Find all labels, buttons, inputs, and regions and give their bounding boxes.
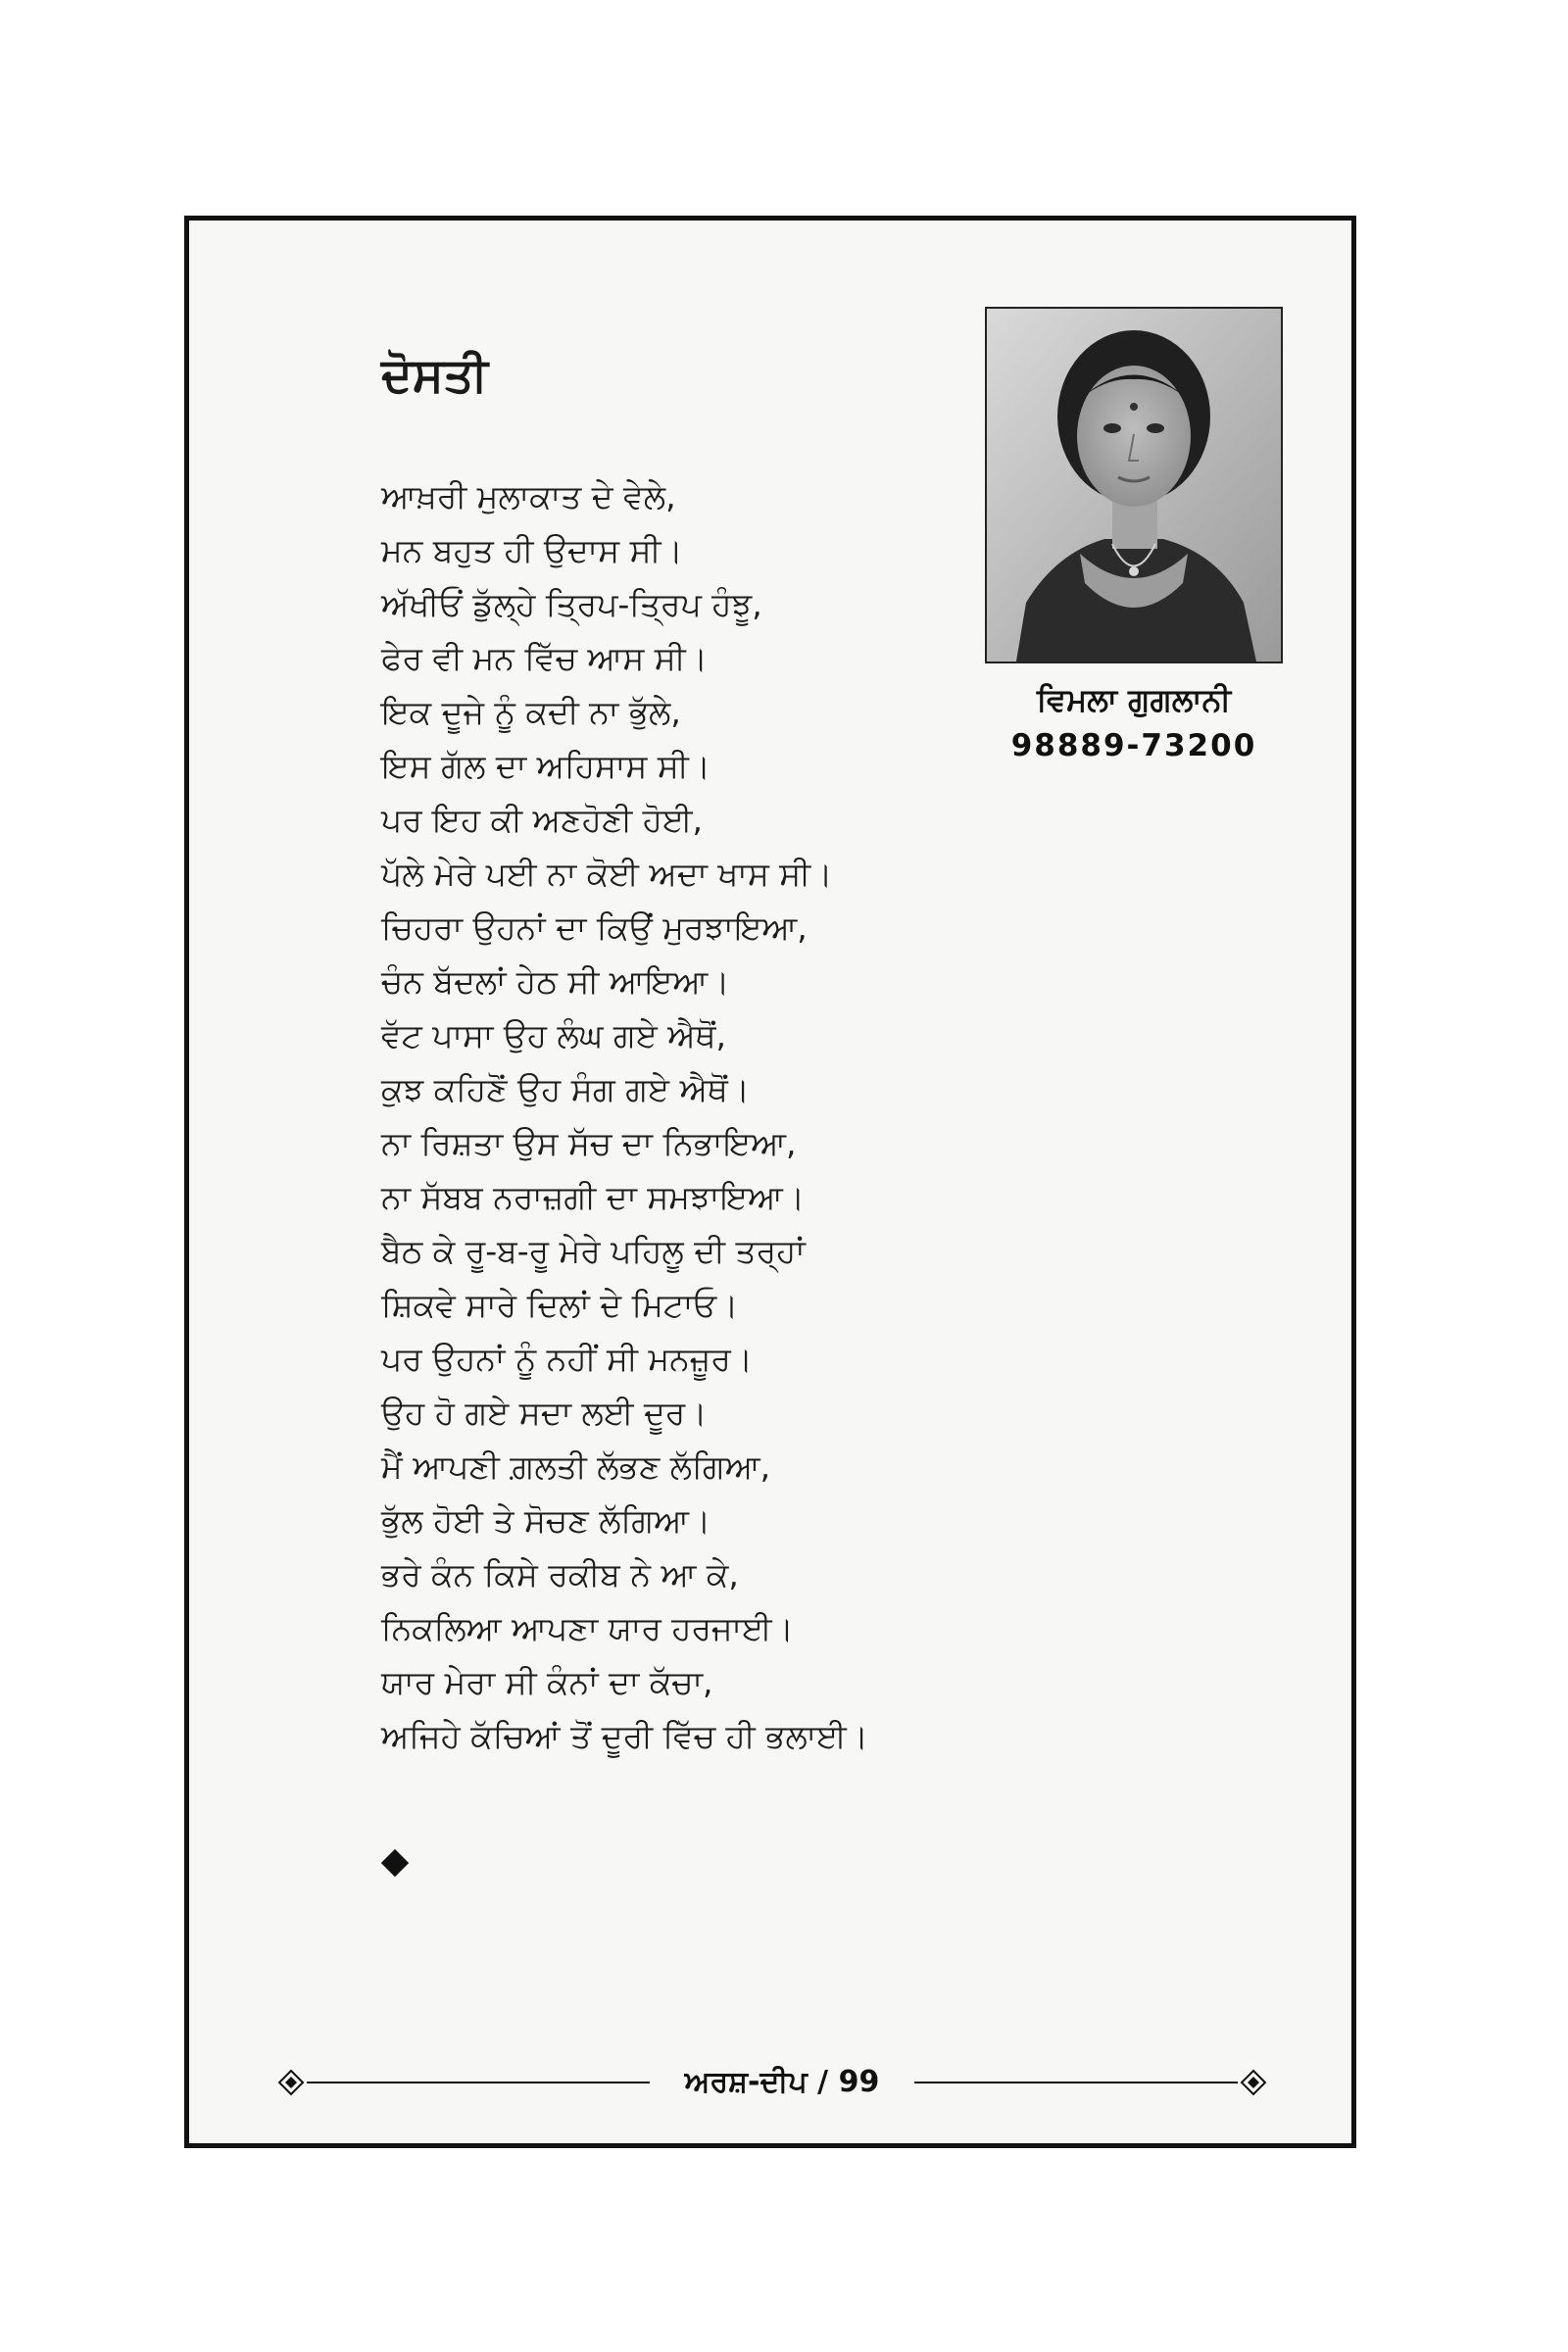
poem-title: ਦੋਸਤੀ bbox=[381, 348, 488, 403]
poem-line: ਪੱਲੇ ਮੇਰੇ ਪਈ ਨਾ ਕੋਈ ਅਦਾ ਖਾਸ ਸੀ। bbox=[381, 855, 833, 893]
poem-line: ਵੱਟ ਪਾਸਾ ਉਹ ਲੰਘ ਗਏ ਐਥੋਂ, bbox=[381, 1016, 726, 1054]
ornament-left-icon bbox=[277, 2069, 305, 2096]
poem-line: ਆਖ਼ਰੀ ਮੁਲਾਕਾਤ ਦੇ ਵੇਲੇ, bbox=[381, 477, 676, 515]
poem-body bbox=[381, 469, 1126, 1763]
footer-rule-right bbox=[914, 2082, 1238, 2083]
footer-separator: / bbox=[817, 2065, 829, 2099]
poem-line: ਅਜਿਹੇ ਕੱਚਿਆਂ ਤੋਂ ਦੂਰੀ ਵਿੱਚ ਹੀ ਭਲਾਈ। bbox=[381, 1717, 869, 1755]
poem-line: ਅੱਖੀਓਂ ਡੁੱਲ੍ਹੇ ਤ੍ਰਿਪ-ਤ੍ਰਿਪ ਹੰਝੂ, bbox=[381, 585, 762, 623]
poem-line: ਉਹ ਹੋ ਗਏ ਸਦਾ ਲਈ ਦੂਰ। bbox=[381, 1394, 708, 1432]
poem-line: ਇਕ ਦੂਜੇ ਨੂੰ ਕਦੀ ਨਾ ਭੁੱਲੇ, bbox=[381, 693, 681, 731]
poem-line: ਫੇਰ ਵੀ ਮਨ ਵਿੱਚ ਆਸ ਸੀ। bbox=[381, 639, 708, 677]
poem-line: ਭਰੇ ਕੰਨ ਕਿਸੇ ਰਕੀਬ ਨੇ ਆ ਕੇ, bbox=[381, 1555, 739, 1593]
poem-line: ਬੈਠ ਕੇ ਰੂ-ਬ-ਰੂ ਮੇਰੇ ਪਹਿਲੂ ਦੀ ਤਰ੍ਹਾਂ bbox=[381, 1232, 806, 1270]
book-page bbox=[184, 216, 1356, 2148]
poem-line: ਚਿਹਰਾ ਉਹਨਾਂ ਦਾ ਕਿਉਂ ਮੁਰਝਾਇਆ, bbox=[381, 908, 808, 947]
poem-line: ਕੁਝ ਕਹਿਣੋਂ ਉਹ ਸੰਗ ਗਏ ਐਥੋਂ। bbox=[381, 1070, 751, 1108]
poem-line: ਭੁੱਲ ਹੋਈ ਤੇ ਸੋਚਣ ਲੱਗਿਆ। bbox=[381, 1501, 711, 1540]
author-phone: 98889-73200 bbox=[1010, 728, 1257, 763]
poem-line: ਮੈਂ ਆਪਣੀ ਗ਼ਲਤੀ ਲੱਭਣ ਲੱਗਿਆ, bbox=[381, 1447, 771, 1486]
poem-line: ਨਾ ਰਿਸ਼ਤਾ ਉਸ ਸੱਚ ਦਾ ਨਿਭਾਇਆ, bbox=[381, 1124, 797, 1162]
poem-line: ਸ਼ਿਕਵੇ ਸਾਰੇ ਦਿਲਾਂ ਦੇ ਮਿਟਾਓ। bbox=[381, 1286, 739, 1324]
poem-line: ਨਾ ਸੱਬਬ ਨਰਾਜ਼ਗੀ ਦਾ ਸਮਝਾਇਆ। bbox=[381, 1178, 806, 1216]
poem-line: ਪਰ ਇਹ ਕੀ ਅਣਹੋਣੀ ਹੋਈ, bbox=[381, 801, 703, 839]
book-title: ਅਰਸ਼-ਦੀਪ bbox=[684, 2065, 808, 2099]
end-diamond-icon bbox=[381, 1849, 409, 1877]
poem-line: ਮਨ ਬਹੁਤ ਹੀ ਉਦਾਸ ਸੀ। bbox=[381, 531, 683, 569]
page-number: 99 bbox=[838, 2065, 880, 2099]
ornament-right-icon bbox=[1240, 2069, 1267, 2096]
footer-rule-left bbox=[307, 2082, 650, 2083]
footer-label bbox=[660, 2063, 905, 2102]
poem-line: ਨਿਕਲਿਆ ਆਪਣਾ ਯਾਰ ਹਰਜਾਈ। bbox=[381, 1609, 794, 1647]
poem-line: ਯਾਰ ਮੇਰਾ ਸੀ ਕੰਨਾਂ ਦਾ ਕੱਚਾ, bbox=[381, 1663, 713, 1701]
page-footer bbox=[277, 2063, 1267, 2102]
poem-line: ਪਰ ਉਹਨਾਂ ਨੂੰ ਨਹੀਂ ਸੀ ਮਨਜ਼ੂਰ। bbox=[381, 1340, 754, 1378]
poem-line: ਇਸ ਗੱਲ ਦਾ ਅਹਿਸਾਸ ਸੀ। bbox=[381, 747, 710, 785]
poem-line: ਚੰਨ ਬੱਦਲਾਂ ਹੇਠ ਸੀ ਆਇਆ। bbox=[381, 962, 730, 1001]
author-name: ਵਿਮਲਾ ਗੁਗਲਾਨੀ bbox=[1036, 681, 1232, 718]
